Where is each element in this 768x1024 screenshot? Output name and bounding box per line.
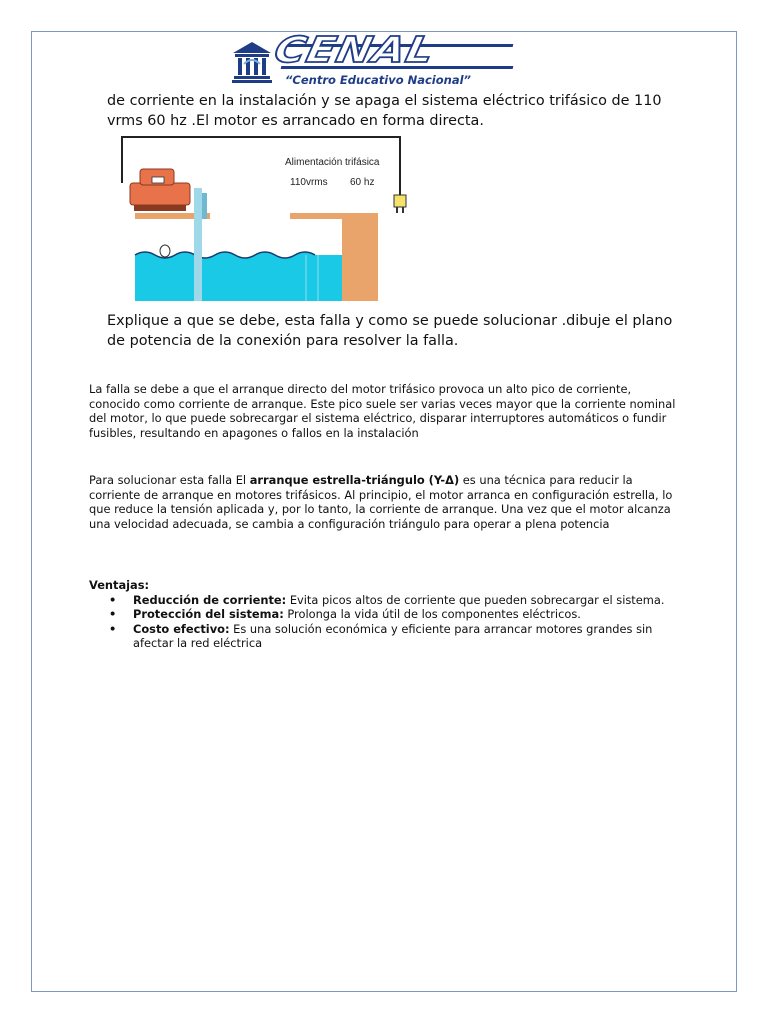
advantage-item — [89, 607, 673, 622]
question-paragraph: Explique a que se debe, esta falla y como se puede solucionar .dibuje el plano de potencia de la conexión para resolver la falla. — [107, 313, 673, 349]
institution-building-icon — [231, 40, 273, 84]
pump-pipe — [194, 188, 202, 301]
brand-wordmark: CENAL — [270, 28, 439, 71]
advantage-heading: Protección del sistema: — [133, 607, 284, 622]
tank-wall-right — [342, 213, 378, 301]
advantage-item — [89, 593, 673, 608]
pump-tank-figure — [110, 133, 410, 303]
bullet-icon: • — [109, 592, 117, 607]
bullet-icon: • — [109, 607, 117, 622]
plug-icon — [394, 195, 406, 213]
float-icon — [160, 245, 170, 257]
advantage-text: Prolonga la vida útil de los componentes eléctricos. — [283, 607, 581, 622]
voltage-label: 110vrms — [290, 177, 328, 188]
advantage-heading: Reducción de corriente: — [133, 592, 287, 607]
bullet-icon: • — [109, 621, 117, 636]
advantage-item — [89, 622, 673, 651]
advantage-text: Evita picos altos de corriente que pueden sobrecargar el sistema. — [286, 592, 665, 607]
supply-label: Alimentación trifásica — [285, 157, 380, 168]
p2-intro-text: Para solucionar esta falla El — [89, 473, 250, 487]
advantages-list — [89, 593, 679, 651]
p2-technique-term: arranque estrella-triángulo (Y-Δ) — [249, 473, 460, 487]
answer-paragraph-2 — [89, 473, 679, 531]
advantages-title: Ventajas: — [89, 578, 150, 592]
brand-tagline: “Centro Educativo Nacional” — [285, 73, 471, 87]
pump-tank-illustration — [110, 133, 410, 303]
answer-paragraph-1: La falla se debe a que el arranque directo del motor trifásico provoca un alto pico de corriente, conocido como corriente de arranque. Este pico suele ser varias veces mayor que la corriente nominal del motor, lo que puede sobrecargar el sistema eléctrico, disparar interruptores automáticos o fundir fusibles, resultando en apagones o fallos en la instalación — [89, 382, 676, 440]
advantage-heading: Costo efectivo: — [133, 621, 230, 636]
intro-paragraph: de corriente en la instalación y se apaga el sistema eléctrico trifásico de 110 vrms 60 hz .El motor es arrancado en forma directa. — [107, 93, 662, 129]
advantage-text: Es una solución económica y eficiente para arrancar motores grandes sin afectar la red eléctrica — [133, 621, 653, 651]
motor-icon — [130, 169, 190, 211]
frequency-label: 60 hz — [350, 177, 375, 188]
p2-rest-text: es una técnica para reducir la corriente de arranque en motores trifásicos. Al principio, el motor arranca en configuración estrella, lo que reduce la tensión aplicada y, por lo tanto, la corriente de arranque. Una vez que el motor alcanza una velocidad adecuada, se cambia a configuración triángulo para operar a plena potencia — [89, 473, 673, 531]
cenal-logo — [231, 28, 521, 88]
advantages-section — [89, 578, 679, 651]
water-body — [135, 252, 342, 301]
